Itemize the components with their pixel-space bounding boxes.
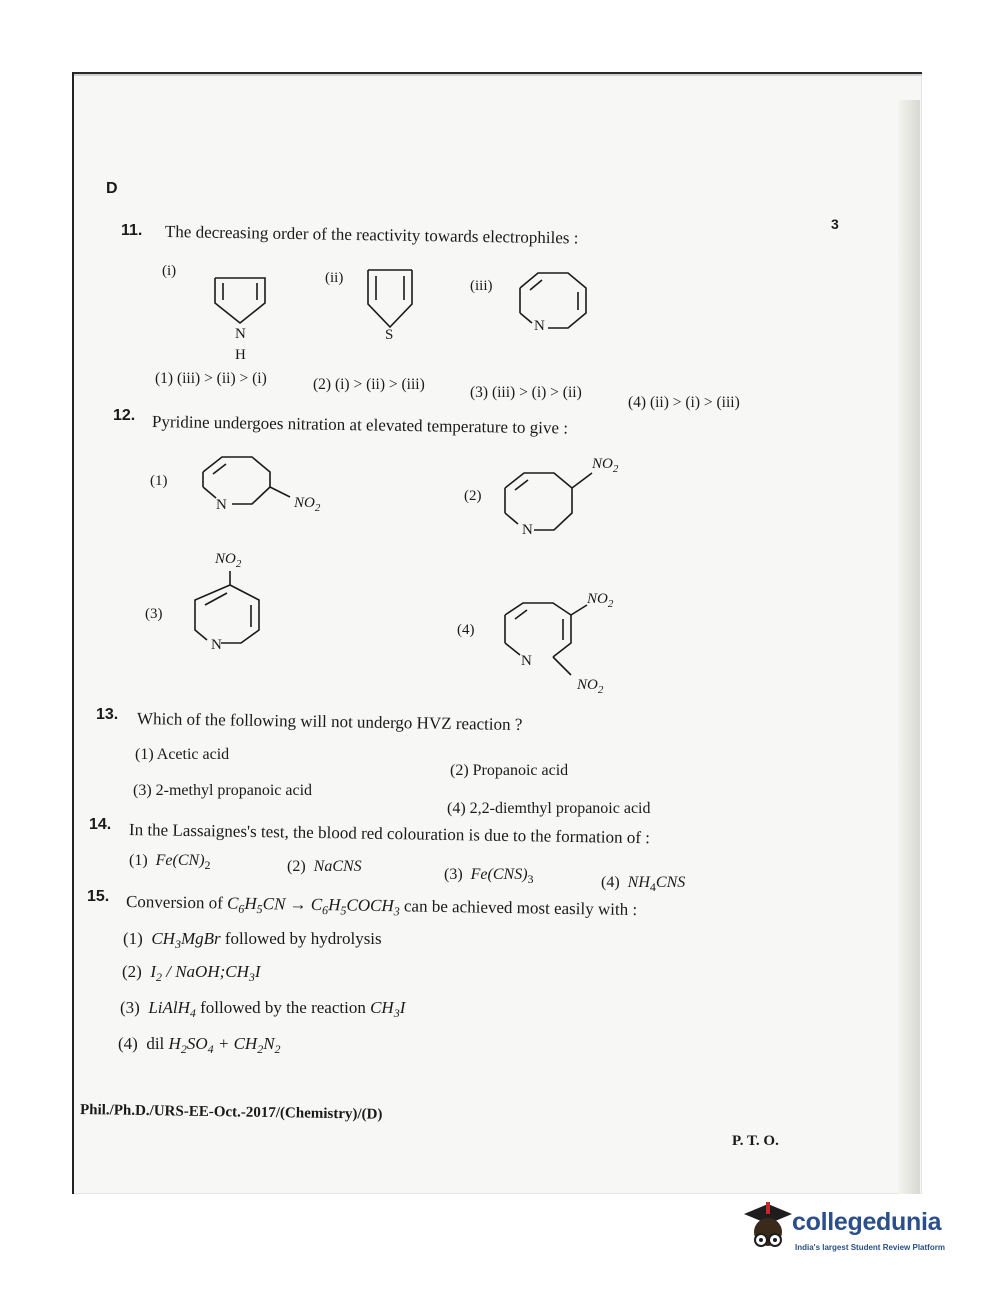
q14-opt3-formula: Fe(CNS) <box>470 866 528 883</box>
q15-option-2: (2) $I_2$ / $NaOH;CH_3I$ <box>122 962 261 984</box>
q15-opt4-label: (4) <box>118 1034 138 1053</box>
footer-code: Phil./Ph.D./URS-EE-Oct.-2017/(Chemistry)/(D) <box>79 1102 383 1123</box>
q12-option-1-structure <box>198 452 348 522</box>
q12-opt2-n: N <box>522 522 533 538</box>
q15-opt4-pre: dil <box>146 1034 165 1053</box>
q15-option-4: (4) dil $H_2SO_4 + CH_2N_2$ <box>118 1034 281 1056</box>
q12-opt4-no-top-sub: 2 <box>607 598 614 610</box>
q11-number: 11. <box>121 222 143 239</box>
q12-opt1-no-sub: 2 <box>314 502 321 514</box>
q14-opt1-sub: 2 <box>204 858 211 872</box>
q12-label-3: (3) <box>145 606 163 622</box>
q14-option-1 <box>129 852 211 873</box>
q14-opt4-formula: NH <box>627 874 650 891</box>
q13-number: 13. <box>96 706 119 723</box>
q14-opt1-formula: Fe(CN) <box>155 852 205 869</box>
q12-opt4-n: N <box>521 653 532 669</box>
q15-opt1-label: (1) <box>123 929 143 948</box>
q12-option-2-structure <box>500 448 650 548</box>
q12-opt4-no-top: NO <box>587 591 608 607</box>
q14-number: 14. <box>89 816 112 833</box>
q14-opt4-tail: CNS <box>655 874 686 891</box>
q15-opt3-label: (3) <box>120 998 140 1017</box>
q12-opt1-no: NO <box>294 495 315 511</box>
q14-text: In the Lassaignes's test, the blood red colouration is due to the formation of : <box>128 820 651 848</box>
q14-opt4-sub: 4 <box>649 880 656 894</box>
q12-opt4-no-bottom: NO <box>577 677 598 693</box>
q13-option-2: (2) Propanoic acid <box>450 762 569 779</box>
q12-label-2: (2) <box>464 488 482 504</box>
q13-option-3: (3) 2-methyl propanoic acid <box>133 782 313 799</box>
logo-wordmark: collegedunia <box>792 1208 942 1236</box>
page-right-edge <box>898 100 920 1194</box>
q14-opt2-label: (2) <box>287 858 306 875</box>
q15-opt3-mid: followed by the reaction <box>200 998 366 1017</box>
q11-label-i: (i) <box>162 263 177 279</box>
page-number: 3 <box>831 216 839 232</box>
q12-label-1: (1) <box>150 473 168 489</box>
q12-opt3-no-sub: 2 <box>235 558 242 570</box>
q15-text: Conversion of $C_6H_5CN$ → $C_6H_5COCH_3$ can be achieved most easily with : <box>125 892 638 920</box>
q15-option-3: (3) LiAlH$_4$ followed by the reaction $CH_3I$ <box>120 998 406 1020</box>
svg-text:NO2 <box>576 677 604 696</box>
collegedunia-logo[interactable] <box>740 1200 970 1260</box>
q15-opt2-label: (2) <box>122 962 142 981</box>
q12-opt3-n: N <box>211 637 222 653</box>
q12-opt4-no-bottom-sub: 2 <box>597 684 604 696</box>
q12-opt2-no: NO <box>592 456 613 472</box>
set-letter: D <box>106 180 118 197</box>
thiophene-structure <box>360 262 440 342</box>
mascot-icon <box>740 1200 796 1260</box>
q15-text-post: can be achieved most easily with : <box>403 896 638 920</box>
q15-text-pre: Conversion of <box>125 892 223 913</box>
q14-opt4-label: (4) <box>601 874 620 891</box>
logo-tagline: India's largest Student Review Platform <box>795 1243 945 1252</box>
pyridine-n-atom: N <box>534 318 545 334</box>
q11-option-3: (3) (iii) > (i) > (ii) <box>470 384 582 401</box>
q12-opt3-no: NO <box>215 551 236 567</box>
pto-label: P. T. O. <box>732 1133 779 1149</box>
q12-option-4-structure <box>495 585 645 695</box>
pyridine-structure <box>510 268 600 338</box>
q14-option-2 <box>287 858 362 876</box>
q12-text: Pyridine undergoes nitration at elevated temperature to give : <box>151 412 569 438</box>
q14-opt3-sub: 3 <box>527 872 534 886</box>
q12-option-3-structure <box>185 545 295 655</box>
q14-opt1-label: (1) <box>129 852 148 869</box>
q11-label-iii: (iii) <box>470 278 493 294</box>
q15-option-1: (1) $CH_3MgBr$ followed by hydrolysis <box>123 929 382 951</box>
svg-text:NO2 <box>591 456 619 475</box>
q14-option-3 <box>444 866 534 887</box>
q11-label-ii: (ii) <box>325 270 344 286</box>
q14-opt3-label: (3) <box>444 866 463 883</box>
pyrrole-h-atom: H <box>235 347 246 363</box>
q11-option-4: (4) (ii) > (i) > (iii) <box>628 394 740 411</box>
svg-text:NO2 <box>586 591 614 610</box>
q13-option-4: (4) 2,2-diemthyl propanoic acid <box>447 800 651 817</box>
svg-text:NO2 <box>293 495 321 514</box>
q14-opt2-formula: NaCNS <box>313 858 362 875</box>
q11-text: The decreasing order of the reactivity towards electrophiles : <box>164 222 579 248</box>
q13-option-1: (1) Acetic acid <box>135 746 230 763</box>
q11-option-1: (1) (iii) > (ii) > (i) <box>155 370 267 387</box>
q12-opt1-n: N <box>216 497 227 513</box>
page-left-edge <box>72 72 74 1194</box>
q12-number: 12. <box>113 407 136 424</box>
q14-option-4 <box>601 874 685 895</box>
page-top-edge <box>72 72 922 102</box>
q13-text: Which of the following will not undergo HVZ reaction ? <box>136 709 523 735</box>
thiophene-s-atom: S <box>385 327 394 343</box>
pyrrole-structure <box>205 258 285 368</box>
q12-label-4: (4) <box>457 622 475 638</box>
svg-text:NO2 <box>214 551 242 570</box>
q15-opt1-rest: followed by hydrolysis <box>224 929 382 948</box>
q11-option-2: (2) (i) > (ii) > (iii) <box>313 376 425 393</box>
q15-number: 15. <box>87 888 110 905</box>
pyrrole-n-atom: N <box>235 326 246 342</box>
q12-opt2-no-sub: 2 <box>612 463 619 475</box>
